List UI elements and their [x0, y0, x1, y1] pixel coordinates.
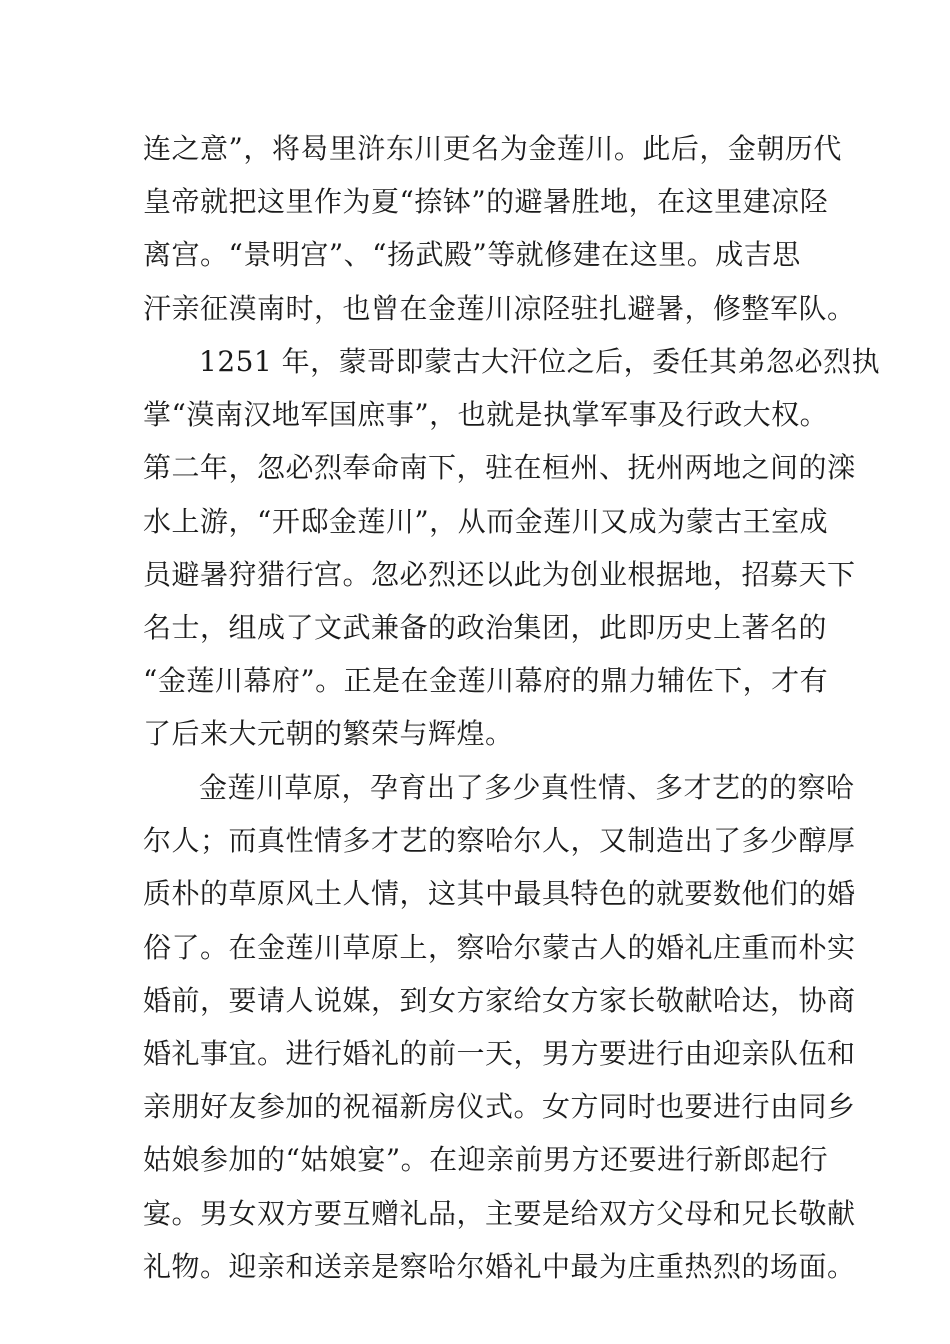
text-line: 第二年，忽必烈奉命南下，驻在桓州、抚州两地之间的滦 — [143, 451, 856, 484]
text-line: 宴。男女双方要互赠礼品，主要是给双方父母和兄长敬献 — [143, 1197, 856, 1230]
text-line: 皇帝就把这里作为夏“捺钵”的避暑胜地，在这里建凉陉 — [143, 185, 829, 218]
text-line: “金莲川幕府”。正是在金莲川幕府的鼎力辅佐下，才有 — [143, 664, 829, 697]
text-line: 俗了。在金莲川草原上，察哈尔蒙古人的婚礼庄重而朴实 — [143, 931, 856, 964]
text-line: 连之意”，将曷里浒东川更名为金莲川。此后，金朝历代 — [143, 132, 842, 165]
text-line: 亲朋好友参加的祝福新房仪式。女方同时也要进行由同乡 — [143, 1090, 856, 1123]
text-line: 婚礼事宜。进行婚礼的前一天，男方要进行由迎亲队伍和 — [143, 1037, 856, 1070]
text-line: 离宫。“景明宫”、“扬武殿”等就修建在这里。成吉思 — [143, 238, 801, 271]
text-line: 水上游，“开邸金莲川”，从而金莲川又成为蒙古王室成 — [143, 505, 829, 538]
text-line: 1251 年，蒙哥即蒙古大汗位之后，委任其弟忽必烈执 — [199, 345, 881, 378]
text-line: 礼物。迎亲和送亲是察哈尔婚礼中最为庄重热烈的场面。 — [143, 1250, 856, 1283]
text-line: 汗亲征漠南时，也曾在金莲川凉陉驻扎避暑，修整军队。 — [143, 292, 856, 325]
text-line: 了后来大元朝的繁荣与辉煌。 — [143, 717, 514, 750]
text-line: 掌“漠南汉地军国庶事”，也就是执掌军事及行政大权。 — [143, 398, 829, 431]
text-line: 尔人；而真性情多才艺的察哈尔人，又制造出了多少醇厚 — [143, 824, 856, 857]
text-line: 金莲川草原，孕育出了多少真性情、多才艺的的察哈 — [199, 771, 855, 804]
text-line: 婚前，要请人说媒，到女方家给女方家长敬献哈达，协商 — [143, 984, 856, 1017]
text-line: 员避暑狩猎行宫。忽必烈还以此为创业根据地，招募天下 — [143, 558, 856, 591]
text-line: 质朴的草原风土人情，这其中最具特色的就要数他们的婚 — [143, 877, 856, 910]
text-line: 名士，组成了文武兼备的政治集团，此即历史上著名的 — [143, 611, 828, 644]
text-line: 姑娘参加的“姑娘宴”。在迎亲前男方还要进行新郎起行 — [143, 1143, 829, 1176]
